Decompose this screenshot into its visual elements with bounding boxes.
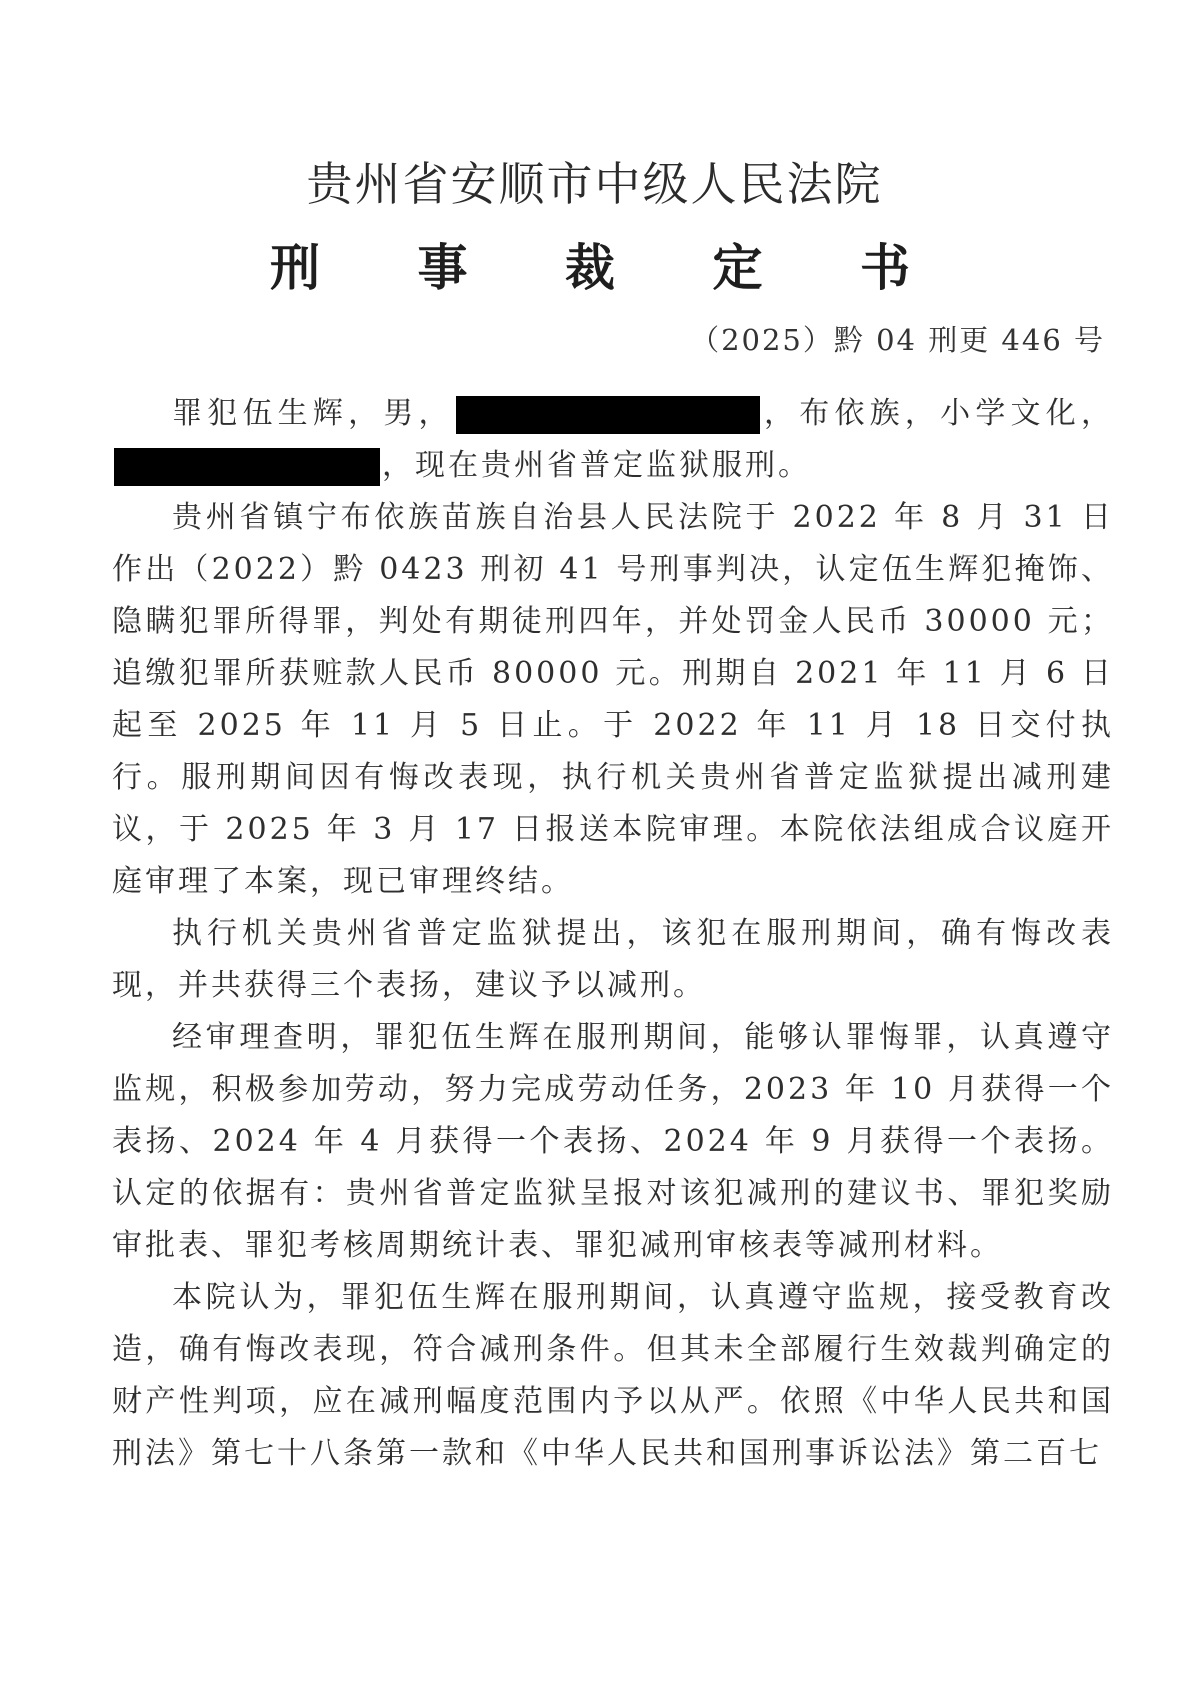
title-char-3: 裁 <box>565 239 615 297</box>
document-number: （2025）黔 04 刑更 446 号 <box>690 323 1105 357</box>
paragraph-court-opinion: 本院认为，罪犯伍生辉在服刑期间，认真遵守监规，接受教育改造，确有悔改表现，符合减刑条件。但其未全部履行生效裁判确定的财产性判项，应在减刑幅度范围内予以从严。依照《中华人民共和国刑法》第七十八条第一款和《中华人民共和国刑事诉讼法》第二百七 <box>112 1280 1114 1471</box>
court-name: 贵州省安顺市中级人民法院 <box>306 157 883 211</box>
redaction-box <box>114 448 380 486</box>
defendant-info-text-1: 罪犯伍生辉，男， <box>172 396 454 431</box>
title-char-4: 定 <box>712 239 763 297</box>
defendant-info-text-3: ，现在贵州省普定监狱服刑。 <box>382 448 811 483</box>
title-char-5: 书 <box>860 239 910 297</box>
redaction-box <box>456 396 760 434</box>
title-char-2: 事 <box>417 239 468 297</box>
paragraph-defendant-info <box>112 388 1114 492</box>
paragraph-prison-proposal: 执行机关贵州省普定监狱提出，该犯在服刑期间，确有悔改表现，并共获得三个表扬，建议予以减刑。 <box>112 916 1114 1003</box>
paragraph-findings: 经审理查明，罪犯伍生辉在服刑期间，能够认罪悔罪，认真遵守监规，积极参加劳动，努力完成劳动任务，2023 年 10 月获得一个表扬、2024 年 4 月获得一个表扬、2024 年 9 月获得一个表扬。认定的依据有：贵州省普定监狱呈报对该犯减刑的建议书、罪犯奖励审批表、罪犯考核周期统计表、罪犯减刑审核表等减刑材料。 <box>112 1020 1114 1263</box>
document-body <box>112 388 1114 1480</box>
defendant-info-text-2: ，布依族，小学文化， <box>761 396 1115 431</box>
title-char-1: 刑 <box>270 239 320 297</box>
document-title <box>270 228 910 300</box>
paragraph-original-judgment: 贵州省镇宁布依族苗族自治县人民法院于 2022 年 8 月 31 日作出（2022）黔 0423 刑初 41 号刑事判决，认定伍生辉犯掩饰、隐瞒犯罪所得罪，判处有期徒刑四年，并处罚金人民币 30000 元；追缴犯罪所获赃款人民币 80000 元。刑期自 2021 年 11 月 6 日起至 2025 年 11 月 5 日止。于 2022 年 11 月 18 日交付执行。服刑期间因有悔改表现，执行机关贵州省普定监狱提出减刑建议，于 2025 年 3 月 17 日报送本院审理。本院依法组成合议庭开庭审理了本案，现已审理终结。 <box>112 500 1114 899</box>
